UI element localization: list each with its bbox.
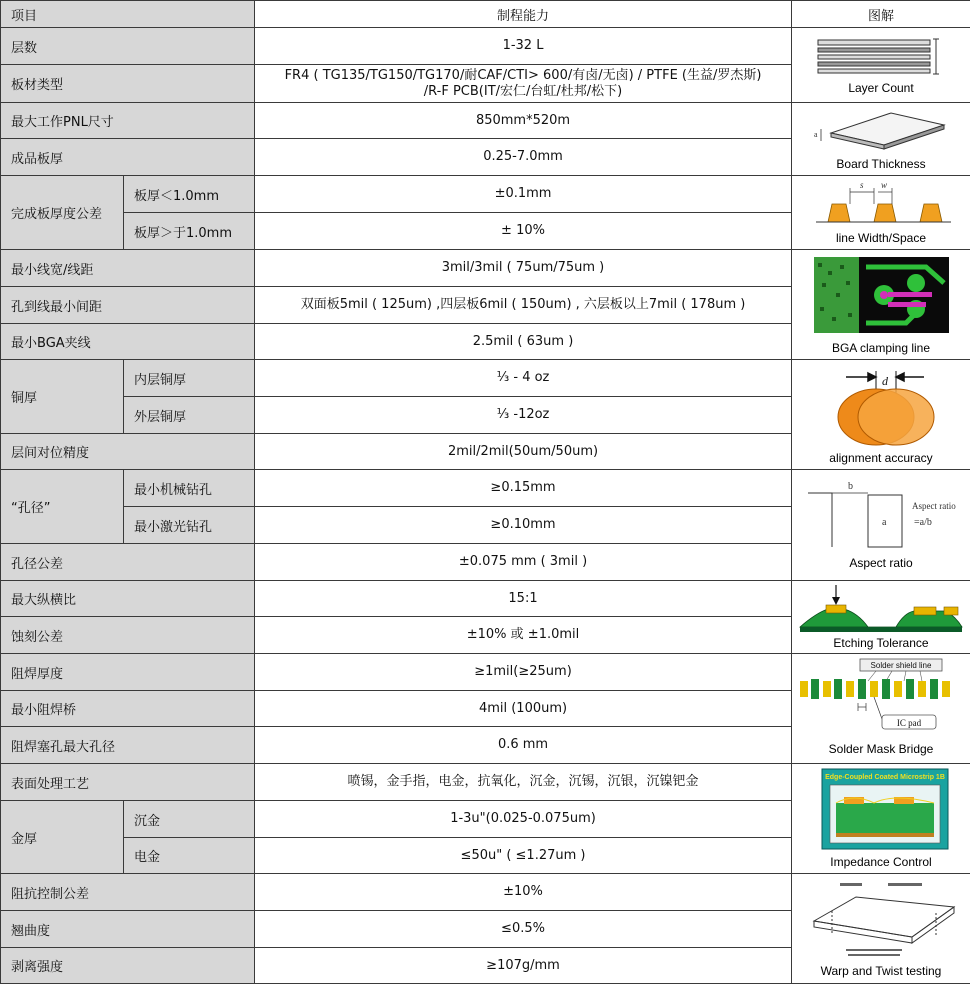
table-row — [1, 103, 970, 139]
row-label-thickness-tolerance: 完成板厚度公差 — [1, 176, 124, 250]
aspect-ratio-diagram — [792, 470, 970, 581]
sub-value-thin: ±0.1mm — [255, 176, 792, 213]
line-width-diagram — [792, 176, 970, 250]
svg-text:w: w — [881, 180, 887, 190]
etching-caption: Etching Tolerance — [833, 636, 929, 650]
table-row — [1, 764, 970, 801]
svg-text:a: a — [814, 130, 818, 139]
sub-label-thick: 板厚＞于1.0mm — [124, 213, 255, 250]
warp-twist-icon — [796, 877, 966, 981]
row-label-mask-thickness: 阻焊厚度 — [1, 654, 255, 691]
row-label-hole-tolerance: 孔径公差 — [1, 544, 255, 581]
header-capability: 制程能力 — [255, 1, 792, 28]
row-value-layers: 1-32 L — [255, 28, 792, 65]
row-value-max-panel: 850mm*520m — [255, 103, 792, 139]
table-row — [1, 654, 970, 691]
row-value-mask-thickness: ≥1mil(≥25um) — [255, 654, 792, 691]
row-label-surface-finish: 表面处理工艺 — [1, 764, 255, 801]
row-label-layers: 层数 — [1, 28, 255, 65]
board-thickness-icon — [796, 105, 966, 173]
board-thickness-caption: Board Thickness — [836, 157, 925, 171]
row-value-impedance: ±10% — [255, 874, 792, 911]
aspect-ratio-caption: Aspect ratio — [849, 556, 913, 570]
pad-row — [800, 679, 950, 699]
row-value-hole-to-line: 双面板5mil ( 125um) ,四层板6mil ( 150um) , 六层板以上7mil ( 178um ) — [255, 287, 792, 324]
bga-clamping-caption: BGA clamping line — [832, 341, 930, 355]
layer-count-caption: Layer Count — [848, 81, 914, 95]
row-label-max-panel: 最大工作PNL尺寸 — [1, 103, 255, 139]
row-label-copper: 铜厚 — [1, 360, 124, 434]
table-row — [1, 176, 970, 213]
material-line-2: /R-F PCB(IT/宏仁/台虹/杜邦/松下) — [255, 84, 791, 100]
svg-text:d: d — [882, 374, 889, 388]
svg-text:s: s — [860, 180, 864, 190]
row-value-aspect: 15:1 — [255, 581, 792, 617]
layer-count-diagram — [792, 28, 970, 103]
row-value-warp: ≤0.5% — [255, 911, 792, 948]
row-value-etch: ±10% 或 ±1.0mil — [255, 617, 792, 654]
impedance-caption: Impedance Control — [830, 855, 931, 869]
sub-value-laser-drill: ≥0.10mm — [255, 507, 792, 544]
row-label-bga: 最小BGA夹线 — [1, 324, 255, 360]
bga-clamping-icon — [796, 253, 966, 357]
sub-label-mech-drill: 最小机械钻孔 — [124, 470, 255, 507]
sub-value-outer-copper: ⅓ -12oz — [255, 397, 792, 434]
row-value-material — [255, 65, 792, 103]
alignment-diagram — [792, 360, 970, 470]
table-row — [1, 250, 970, 287]
alignment-accuracy-icon — [796, 363, 966, 467]
etching-tolerance-icon — [796, 583, 966, 651]
alignment-caption: alignment accuracy — [829, 451, 932, 465]
row-value-hole-tolerance: ±0.075 mm ( 3mil ) — [255, 544, 792, 581]
aspect-ratio-note-2: =a/b — [914, 517, 932, 528]
bga-clamping-diagram — [792, 250, 970, 360]
sub-value-electro-gold: ≤50u" ( ≤1.27um ) — [255, 838, 792, 874]
row-label-mask-bridge: 最小阻焊桥 — [1, 691, 255, 727]
warp-caption: Warp and Twist testing — [821, 964, 942, 978]
row-value-alignment: 2mil/2mil(50um/50um) — [255, 434, 792, 470]
solder-mask-diagram — [792, 654, 970, 764]
line-width-caption: line Width/Space — [836, 231, 926, 245]
impedance-title: Edge-Coupled Coated Microstrip 1B — [825, 774, 945, 781]
ic-pad-label: IC pad — [897, 718, 922, 728]
material-line-1: FR4 ( TG135/TG150/TG170/耐CAF/CTI> 600/有卤/无卤) / PTFE (生益/罗杰斯) — [255, 68, 791, 84]
sub-value-inner-copper: ⅓ - 4 oz — [255, 360, 792, 397]
row-value-thickness: 0.25-7.0mm — [255, 139, 792, 176]
impedance-diagram — [792, 764, 970, 874]
row-label-impedance: 阻抗控制公差 — [1, 874, 255, 911]
sub-label-thin: 板厚＜1.0mm — [124, 176, 255, 213]
sub-label-laser-drill: 最小激光钻孔 — [124, 507, 255, 544]
row-label-gold: 金厚 — [1, 801, 124, 874]
row-label-alignment: 层间对位精度 — [1, 434, 255, 470]
row-label-plug-hole: 阻焊塞孔最大孔径 — [1, 727, 255, 764]
row-label-warp: 翘曲度 — [1, 911, 255, 948]
row-value-plug-hole: 0.6 mm — [255, 727, 792, 764]
row-label-aspect: 最大纵横比 — [1, 581, 255, 617]
row-value-bga: 2.5mil ( 63um ) — [255, 324, 792, 360]
row-value-surface-finish: 喷锡，金手指，电金，抗氧化，沉金，沉锡，沉银，沉镍钯金 — [255, 764, 792, 801]
svg-text:a: a — [882, 517, 887, 528]
sub-value-immersion-gold: 1-3u"(0.025-0.075um) — [255, 801, 792, 838]
sub-label-inner-copper: 内层铜厚 — [124, 360, 255, 397]
row-value-line-width: 3mil/3mil ( 75um/75um ) — [255, 250, 792, 287]
table-row — [1, 581, 970, 617]
row-value-mask-bridge: 4mil (100um) — [255, 691, 792, 727]
board-thickness-diagram — [792, 103, 970, 176]
row-label-hole-to-line: 孔到线最小间距 — [1, 287, 255, 324]
sub-value-thick: ± 10% — [255, 213, 792, 250]
table-row — [1, 28, 970, 65]
aspect-ratio-note-1: Aspect ratio — [912, 501, 956, 511]
row-label-peel: 剥离强度 — [1, 948, 255, 984]
row-label-material: 板材类型 — [1, 65, 255, 103]
aspect-ratio-icon — [796, 473, 966, 577]
sub-label-immersion-gold: 沉金 — [124, 801, 255, 838]
solder-mask-bridge-icon — [796, 657, 966, 761]
sub-label-outer-copper: 外层铜厚 — [124, 397, 255, 434]
header-diagram: 图解 — [792, 1, 970, 28]
table-row — [1, 470, 970, 507]
impedance-control-icon — [796, 767, 966, 871]
table-row — [1, 360, 970, 397]
row-value-peel: ≥107g/mm — [255, 948, 792, 984]
svg-text:b: b — [848, 481, 853, 492]
header-row — [1, 1, 970, 28]
solder-mask-caption: Solder Mask Bridge — [829, 742, 934, 756]
table-row — [1, 874, 970, 911]
row-label-etch: 蚀刻公差 — [1, 617, 255, 654]
row-label-line-width: 最小线宽/线距 — [1, 250, 255, 287]
warp-diagram — [792, 874, 970, 984]
solder-shield-label: Solder shield line — [871, 661, 932, 670]
row-label-thickness: 成品板厚 — [1, 139, 255, 176]
etching-diagram — [792, 581, 970, 654]
sub-label-electro-gold: 电金 — [124, 838, 255, 874]
header-item: 项目 — [1, 1, 255, 28]
sub-value-mech-drill: ≥0.15mm — [255, 470, 792, 507]
row-label-hole: “孔径” — [1, 470, 124, 544]
layer-stack-icon — [796, 34, 966, 96]
line-width-space-icon — [796, 178, 966, 248]
